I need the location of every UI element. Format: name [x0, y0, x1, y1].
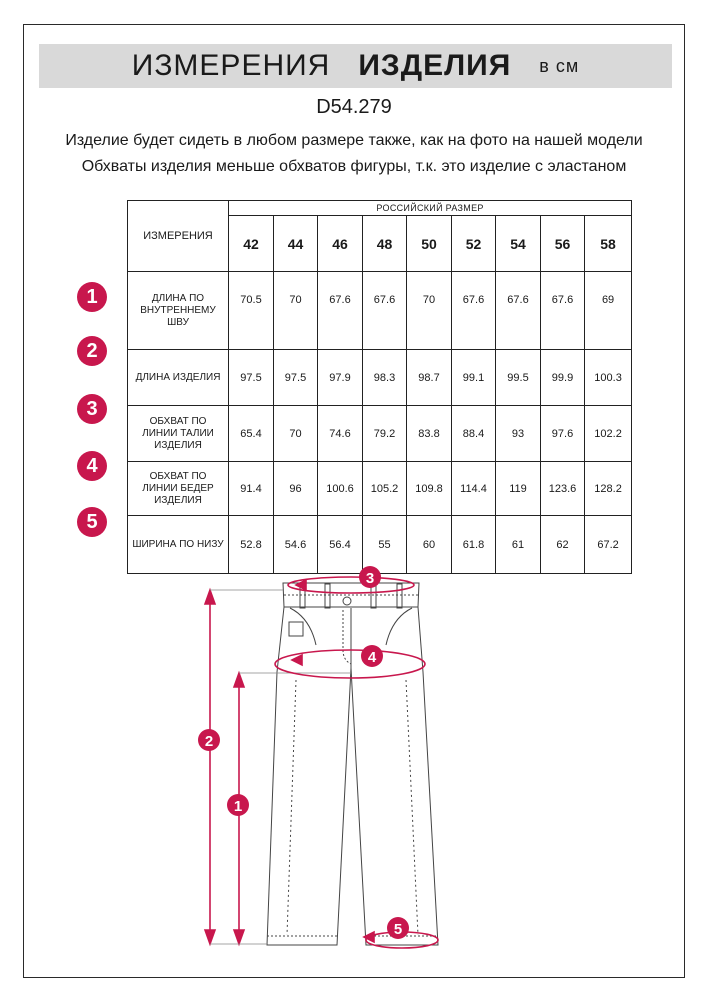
row-label: ДЛИНА ПО ВНУТРЕННЕМУ ШВУ — [128, 272, 229, 350]
table-cell: 79.2 — [363, 406, 407, 462]
row-number-badge: 1 — [77, 282, 107, 312]
table-cell: 70.5 — [229, 272, 274, 350]
table-cell: 56.4 — [318, 516, 363, 574]
table-cell: 83.8 — [407, 406, 452, 462]
table-cell: 123.6 — [541, 462, 585, 516]
size-label: 54 — [496, 216, 541, 272]
table-cell: 97.9 — [318, 350, 363, 406]
table-cell: 119 — [496, 462, 541, 516]
table-cell: 60 — [407, 516, 452, 574]
table-cell: 69 — [585, 272, 632, 350]
row-label: ШИРИНА ПО НИЗУ — [128, 516, 229, 574]
row-number-badge: 3 — [77, 394, 107, 424]
table-cell: 67.6 — [541, 272, 585, 350]
table-cell: 99.9 — [541, 350, 585, 406]
row-number-badge: 5 — [77, 507, 107, 537]
row-label: ДЛИНА ИЗДЕЛИЯ — [128, 350, 229, 406]
article-number: D54.279 — [316, 96, 392, 118]
table-cell: 74.6 — [318, 406, 363, 462]
size-label: 48 — [363, 216, 407, 272]
table-cell: 70 — [274, 272, 318, 350]
table-cell: 54.6 — [274, 516, 318, 574]
table-cell: 62 — [541, 516, 585, 574]
table-cell: 109.8 — [407, 462, 452, 516]
marker-3: 3 — [365, 570, 375, 587]
row-number-badge: 4 — [77, 451, 107, 481]
table-cell: 67.2 — [585, 516, 632, 574]
table-cell: 67.6 — [496, 272, 541, 350]
table-cell: 97.5 — [229, 350, 274, 406]
row-label: ОБХВАТ ПО ЛИНИИ БЕДЕР ИЗДЕЛИЯ — [128, 462, 229, 516]
table-cell: 99.1 — [452, 350, 496, 406]
marker-4: 4 — [367, 649, 377, 666]
table-cell: 98.7 — [407, 350, 452, 406]
table-cell: 91.4 — [229, 462, 274, 516]
title-measurements: ИЗМЕРЕНИЯ — [131, 49, 331, 82]
size-label: 52 — [452, 216, 496, 272]
title-unit: в см — [539, 55, 580, 76]
table-cell: 61 — [496, 516, 541, 574]
table-cell: 128.2 — [585, 462, 632, 516]
trousers-outline — [267, 583, 438, 945]
table-cell: 96 — [274, 462, 318, 516]
marker-5: 5 — [393, 921, 403, 938]
row-number-badge: 2 — [77, 336, 107, 366]
row-label: ОБХВАТ ПО ЛИНИИ ТАЛИИ ИЗДЕЛИЯ — [128, 406, 229, 462]
table-cell: 67.6 — [318, 272, 363, 350]
table-cell: 70 — [407, 272, 452, 350]
russian-size-header: РОССИЙСКИЙ РАЗМЕР — [229, 201, 632, 216]
size-label: 42 — [229, 216, 274, 272]
size-label: 56 — [541, 216, 585, 272]
table-cell: 114.4 — [452, 462, 496, 516]
table-cell: 70 — [274, 406, 318, 462]
table-cell: 93 — [496, 406, 541, 462]
table-cell: 67.6 — [363, 272, 407, 350]
fit-note: Изделие будет сидеть в любом размере также, как на фото на нашей модели — [65, 132, 643, 149]
table-cell: 98.3 — [363, 350, 407, 406]
table-cell: 88.4 — [452, 406, 496, 462]
table-cell: 99.5 — [496, 350, 541, 406]
table-cell: 61.8 — [452, 516, 496, 574]
size-label: 44 — [274, 216, 318, 272]
measurements-header: ИЗМЕРЕНИЯ — [128, 201, 229, 272]
table-cell: 52.8 — [229, 516, 274, 574]
size-label: 50 — [407, 216, 452, 272]
table-cell: 65.4 — [229, 406, 274, 462]
title-product: ИЗДЕЛИЯ — [358, 49, 512, 82]
table-cell: 102.2 — [585, 406, 632, 462]
table-cell: 67.6 — [452, 272, 496, 350]
table-cell: 100.3 — [585, 350, 632, 406]
table-cell: 97.6 — [541, 406, 585, 462]
table-cell: 100.6 — [318, 462, 363, 516]
table-cell: 55 — [363, 516, 407, 574]
marker-1: 1 — [233, 798, 243, 815]
table-cell: 105.2 — [363, 462, 407, 516]
table-cell: 97.5 — [274, 350, 318, 406]
elastane-note: Обхваты изделия меньше обхватов фигуры, т.к. это изделие с эластаном — [81, 158, 627, 175]
size-label: 58 — [585, 216, 632, 272]
measurement-lines — [205, 577, 438, 948]
marker-2: 2 — [204, 733, 214, 750]
size-label: 46 — [318, 216, 363, 272]
